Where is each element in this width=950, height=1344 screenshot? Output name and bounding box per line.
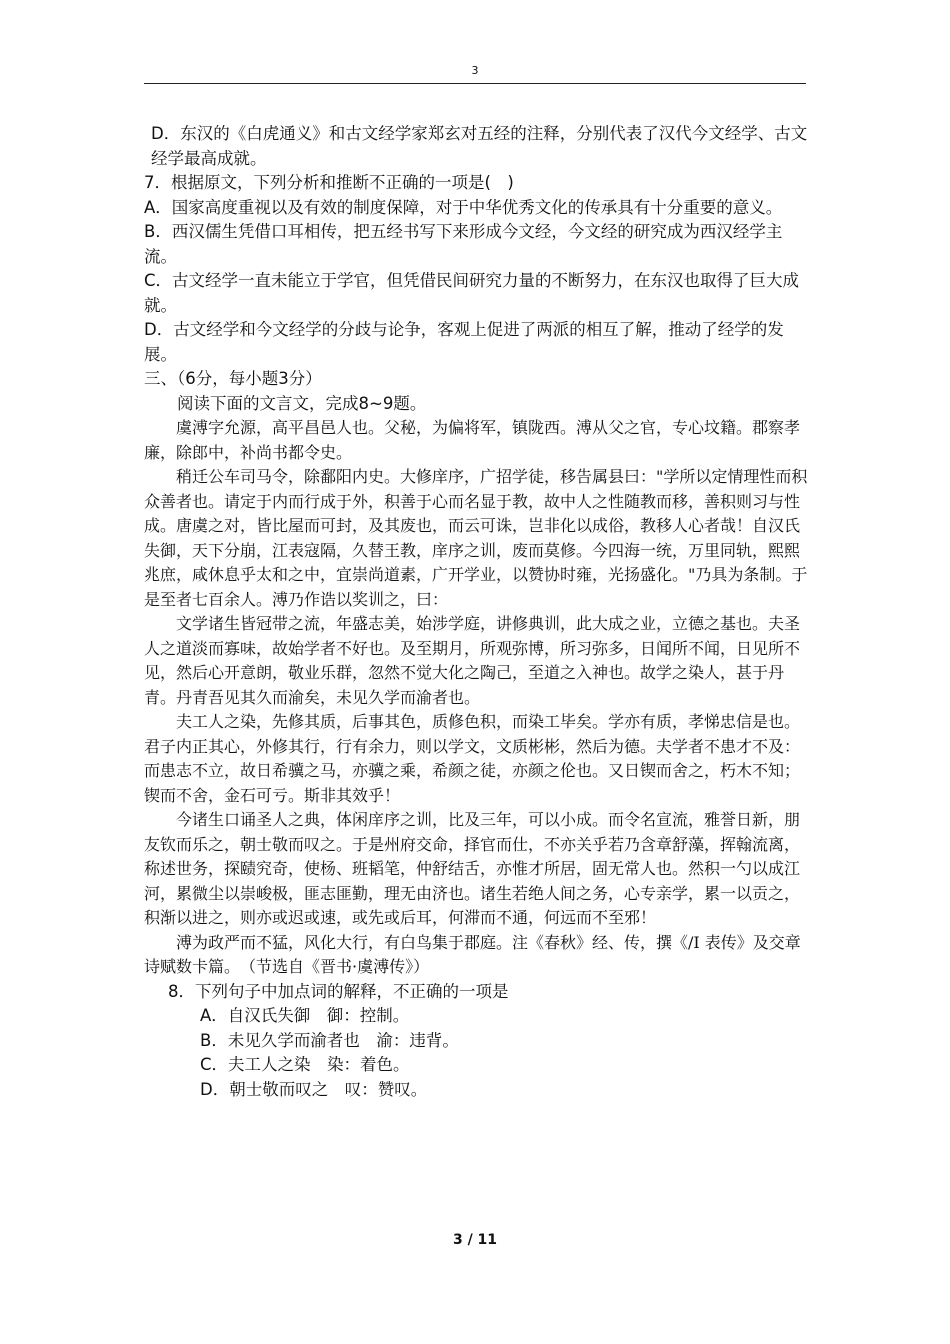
question-8-option-c: C．夫工人之染 染：着色。	[200, 1055, 410, 1074]
question-7-option-c: C．古文经学一直未能立于学官，但凭借民间研究力量的不断努力，在东汉也取得了巨大成就。	[144, 271, 800, 315]
question-8-option-b: B．未见久学而渝者也 渝：违背。	[200, 1030, 459, 1050]
passage-paragraph-6: 溥为政严而不猛，风化大行，有白鸟集于郡庭。注《春秋》经、传，撰《/I 表传》及交章诗赋数卡篇。 （节选自《晋书·虞溥传》）	[144, 932, 801, 976]
passage-paragraph-3: 文学诸生皆冠带之流，年盛志美，始涉学庭，讲修典训，此大成之业，立德之基也。夫圣人之道淡而寡味，故始学者不好也。及至期月，所观弥博，所习弥多，日闻所不闻，日见所不见，然后心开意朗，敬业乐群，忽然不觉大化之陶己，至道之入神也。故学之染人，甚于丹青。丹青吾见其久而渝矣，未见久学而渝者也。	[144, 614, 801, 707]
question-8-option-d: D．朝士敬而叹之 叹：赞叹。	[200, 1079, 428, 1099]
passage-paragraph-2: 稍迁公车司马令，除鄱阳内史。大修庠序，广招学徒，移告属县曰："学所以定情理性而积众善者也。请定于内而行成于外，积善于心而名显于教，故中人之性随教而移，善积则习与性成。唐虞之对，皆比屋而可封，及其废也，而云可诛，岂非化以成俗，教移人心者哉！自汉氏失御，天下分崩，江表寇隔，久替王教，庠序之训，废而莫修。今四海一统，万里同轨，熙熙兆庶，咸休息乎太和之中，宜崇尚道素，广开学业，以赞协时雍，光扬盛化。"乃具为条制。于是至者七百余人。溥乃作诰以奖训之，曰：	[144, 467, 808, 609]
header-divider	[144, 83, 806, 84]
question-7-stem: 7．根据原文，下列分析和推断不正确的一项是( )	[144, 173, 514, 192]
passage-paragraph-1: 虞溥字允源，高平昌邑人也。父秘，为偏将军，镇陇西。溥从父之官，专心坟籍。郡察孝廉，除郎中，补尚书都令史。	[144, 418, 801, 462]
passage-paragraph-5: 今诸生口诵圣人之典，体闲庠序之训，比及三年，可以小成。而令名宣流，雅誉日新，朋友钦而乐之，朝士敬而叹之。于是州府交命，择官而仕，不亦关乎若乃含章舒藻，挥翰流离，称述世务，探赜究奇，使杨、班韬笔，仲舒结舌，亦惟才所居，固无常人也。然积一勺以成江河，累微尘以崇峻极，匪志匪勤，理无由济也。诸生若绝人间之务，心专亲学，累一以贡之，积渐以进之，则亦或迟或速，或先或后耳，何滞而不通，何远而不至邪！	[144, 810, 801, 927]
question-7-option-b: B．西汉儒生凭借口耳相传，把五经书写下来形成今文经，今文经的研究成为西汉经学主流。	[144, 222, 783, 266]
question-8-stem: 8．下列句子中加点词的解释，不正确的一项是	[168, 981, 509, 1001]
question-7-option-a: A．国家高度重视以及有效的制度保障，对于中华优秀文化的传承具有十分重要的意义。	[144, 197, 783, 217]
reading-instruction: 阅读下面的文言文，完成8~9题。	[177, 393, 427, 413]
question-8-option-a: A．自汉氏失御 御：控制。	[200, 1006, 410, 1025]
footer-page-indicator: 3 / 11	[452, 1232, 498, 1248]
question-7-option-d: D．古文经学和今文经学的分歧与论争，客观上促进了两派的相互了解，推动了经学的发展。	[144, 320, 784, 364]
header-page-number: 3	[471, 64, 479, 77]
passage-paragraph-4: 夫工人之染，先修其质，后事其色，质修色积，而染工毕矣。学亦有质，孝悌忠信是也。君子内正其心，外修其行，行有余力，则以学文，文质彬彬，然后为德。夫学者不患才不及：而患志不立，故日希骥之马，亦骥之乘，希颜之徒，亦颜之伦也。又日锲而舍之，朽木不知；锲而不舍，金石可亏。斯非其效乎！	[144, 712, 801, 805]
option-d-previous: D．东汉的《白虎通义》和古文经学家郑玄对五经的注释，分别代表了汉代今文经学、古文经学最高成就。	[151, 124, 808, 168]
document-body	[144, 122, 810, 1102]
section-3-heading: 三、（6分，每小题3分）	[144, 369, 322, 388]
